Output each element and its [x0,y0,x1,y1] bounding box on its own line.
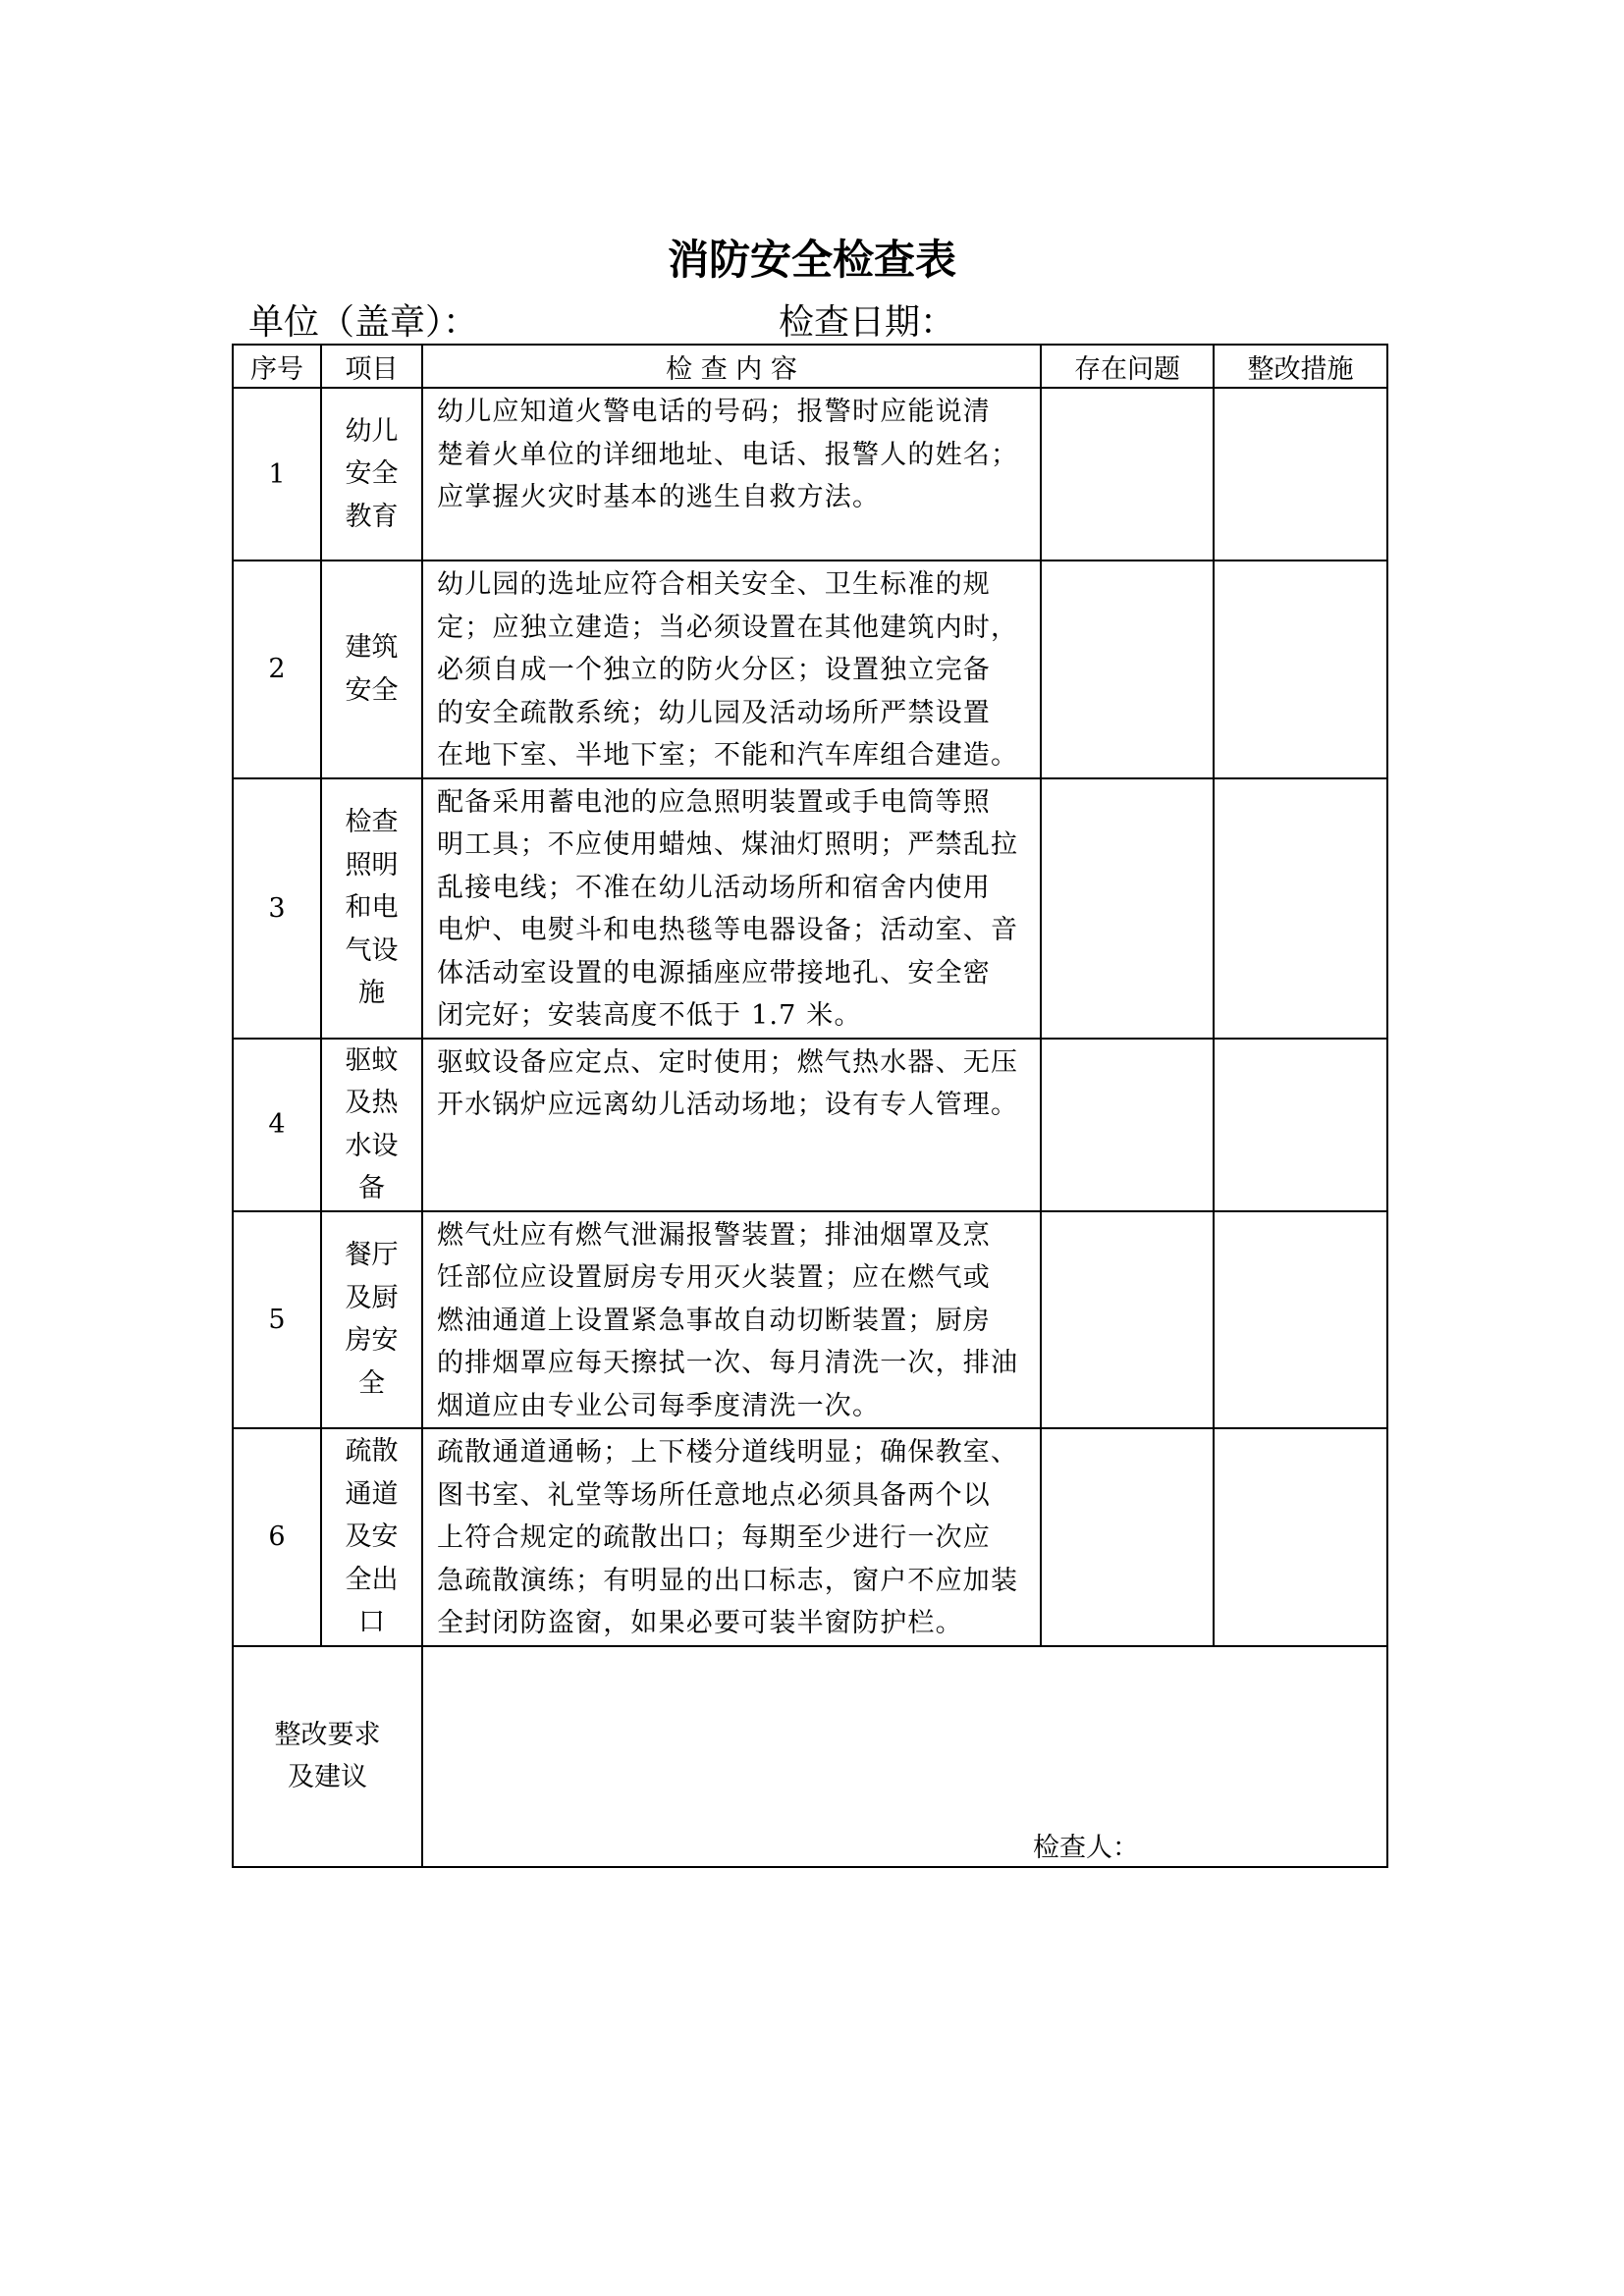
row-issues-cell[interactable] [1041,778,1214,1039]
row-issues-cell[interactable] [1041,1039,1214,1211]
row-number: 4 [233,1039,321,1211]
header-item: 项目 [321,345,422,388]
page-title: 消防安全检查表 [667,236,956,284]
row-content: 配备采用蓄电池的应急照明装置或手电筒等照 明工具；不应使用蜡烛、煤油灯照明；严禁乱拉 乱接电线；不准在幼儿活动场所和宿舍内使用 电炉、电熨斗和电热毯等电器设备；活动室、音 体活动室设置的电源插座应带接地孔、安全密 闭完好；安装高度不低于 1.7 米。 [422,778,1041,1039]
suggestions-field[interactable] [422,1646,1387,1867]
inspection-table [232,344,1388,1868]
row-item: 餐厅 及厨 房安 全 [321,1211,422,1429]
row-issues-cell[interactable] [1041,388,1214,561]
header-measures: 整改措施 [1214,345,1387,388]
row-issues-cell[interactable] [1041,561,1214,778]
inspection-date-label: 检查日期： [779,302,956,343]
row-number: 2 [233,561,321,778]
row-content: 疏散通道通畅；上下楼分道线明显；确保教室、 图书室、礼堂等场所任意地点必须具备两个以 上符合规定的疏散出口；每期至少进行一次应 急疏散演练；有明显的出口标志，窗户不应加装 全封闭防盗窗，如果必要可装半窗防护栏。 [422,1428,1041,1646]
inspector-label: 检查人： [1033,1832,1139,1863]
header-number: 序号 [233,345,321,388]
row-measures-cell[interactable] [1214,778,1387,1039]
row-item: 检查 照明 和电 气设 施 [321,778,422,1039]
table-row [233,388,1387,561]
suggestions-label: 整改要求 及建议 [233,1646,422,1867]
row-item: 幼儿 安全 教育 [321,388,422,561]
row-measures-cell[interactable] [1214,1039,1387,1211]
row-item: 疏散 通道 及安 全出 口 [321,1428,422,1646]
row-item: 驱蚊 及热 水设 备 [321,1039,422,1211]
row-measures-cell[interactable] [1214,1428,1387,1646]
row-number: 5 [233,1211,321,1429]
row-issues-cell[interactable] [1041,1428,1214,1646]
row-number: 1 [233,388,321,561]
row-content: 驱蚊设备应定点、定时使用；燃气热水器、无压 开水锅炉应远离幼儿活动场地；设有专人管理。 [422,1039,1041,1211]
table-row [233,1428,1387,1646]
table-header-row [233,345,1387,388]
row-number: 6 [233,1428,321,1646]
row-number: 3 [233,778,321,1039]
suggestions-row [233,1646,1387,1867]
row-measures-cell[interactable] [1214,1211,1387,1429]
unit-stamp-label: 单位（盖章）： [248,302,479,343]
table-row [233,1211,1387,1429]
header-issues: 存在问题 [1041,345,1214,388]
row-issues-cell[interactable] [1041,1211,1214,1429]
header-content: 检 查 内 容 [422,345,1041,388]
table-row [233,778,1387,1039]
row-content: 燃气灶应有燃气泄漏报警装置；排油烟罩及烹 饪部位应设置厨房专用灭火装置；应在燃气或 燃油通道上设置紧急事故自动切断装置；厨房 的排烟罩应每天擦拭一次、每月清洗一次，排油 烟道应由专业公司每季度清洗一次。 [422,1211,1041,1429]
row-content: 幼儿应知道火警电话的号码；报警时应能说清 楚着火单位的详细地址、电话、报警人的姓名； 应掌握火灾时基本的逃生自救方法。 [422,388,1041,561]
table-row [233,1039,1387,1211]
row-measures-cell[interactable] [1214,561,1387,778]
row-measures-cell[interactable] [1214,388,1387,561]
table-row [233,561,1387,778]
row-content: 幼儿园的选址应符合相关安全、卫生标准的规 定；应独立建造；当必须设置在其他建筑内时， 必须自成一个独立的防火分区；设置独立完备 的安全疏散系统；幼儿园及活动场所严禁设置 在地下室、半地下室；不能和汽车库组合建造。 [422,561,1041,778]
row-item: 建筑 安全 [321,561,422,778]
